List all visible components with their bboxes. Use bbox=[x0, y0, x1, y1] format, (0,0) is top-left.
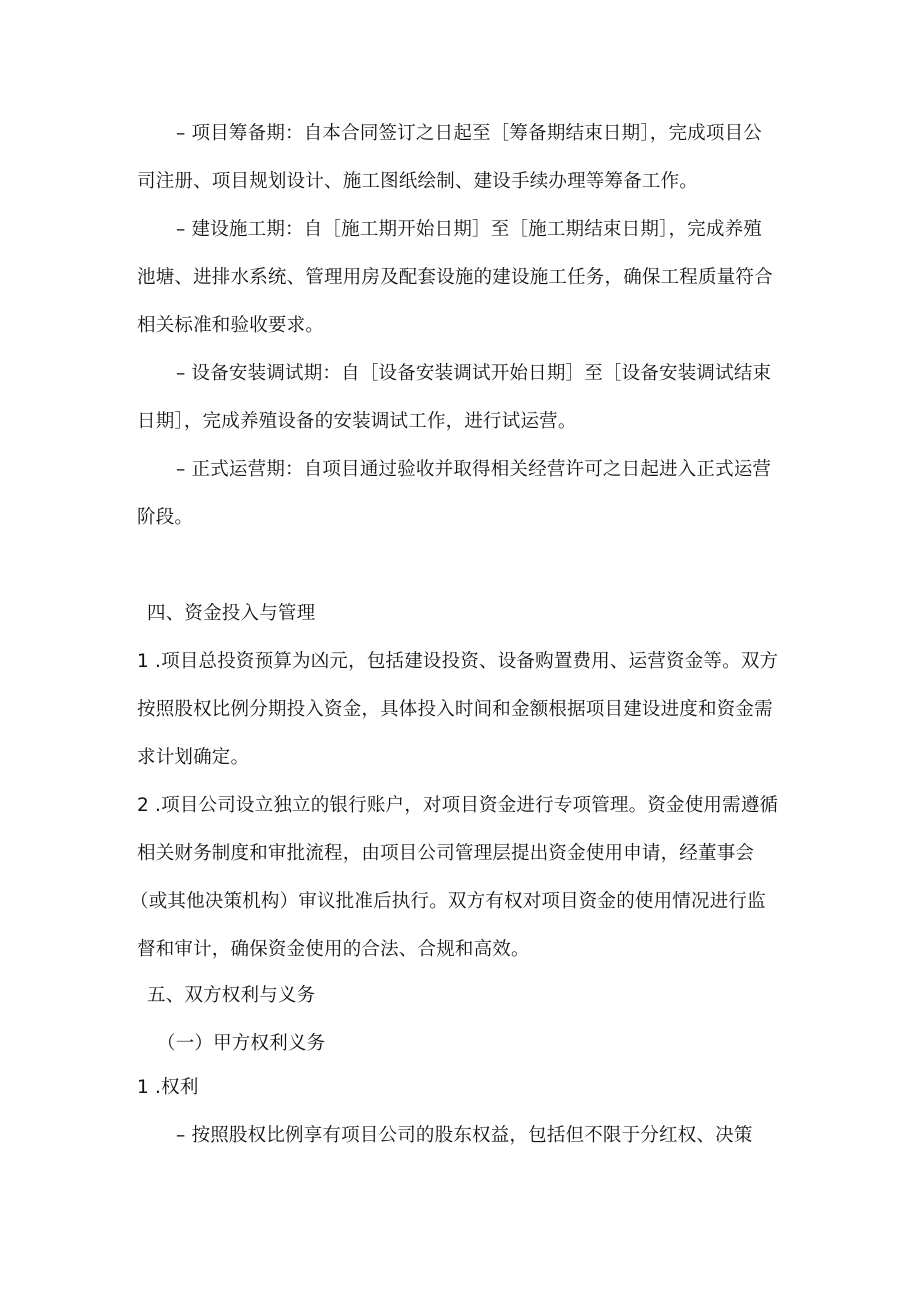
construction-phase-line-3: 相关标准和验收要求。 bbox=[137, 315, 325, 336]
fund-item-1-line-3: 求计划确定。 bbox=[137, 747, 250, 768]
party-a-subheading: （一）甲方权利义务 bbox=[157, 1033, 326, 1054]
prep-phase-line-1: – 项目筹备期：自本合同签订之日起至［筹备期结束日期］，完成项目公 bbox=[176, 123, 762, 144]
fund-item-1-line-1: 1 .项目总投资预算为凶元，包括建设投资、设备购置费用、运营资金等。双方 bbox=[137, 651, 779, 672]
construction-phase-line-2: 池塘、进排水系统、管理用房及配套设施的建设施工任务，确保工程质量符合 bbox=[137, 267, 773, 288]
fund-item-2-line-2: 相关财务制度和审批流程，由项目公司管理层提出资金使用申请，经董事会 bbox=[137, 843, 755, 864]
construction-phase-line-1: – 建设施工期：自［施工期开始日期］至［施工期结束日期］，完成养殖 bbox=[176, 219, 762, 240]
section-four-heading: 四、资金投入与管理 bbox=[147, 603, 316, 624]
equipment-phase-line-1: – 设备安装调试期：自［设备安装调试开始日期］至［设备安装调试结束 bbox=[176, 363, 772, 384]
section-five-heading: 五、双方权利与义务 bbox=[147, 985, 316, 1006]
equipment-phase-line-2: 日期］，完成养殖设备的安装调试工作，进行试运营。 bbox=[137, 411, 577, 432]
fund-item-2-line-4: 督和审计，确保资金使用的合法、合规和高效。 bbox=[137, 939, 530, 960]
operation-phase-line-2: 阶段。 bbox=[137, 507, 194, 528]
operation-phase-line-1: – 正式运营期：自项目通过验收并取得相关经营许可之日起进入正式运营 bbox=[176, 459, 772, 480]
fund-item-1-line-2: 按照股权比例分期投入资金，具体投入时间和金额根据项目建设进度和资金需 bbox=[137, 699, 773, 720]
rights-item-1-line-1: – 按照股权比例享有项目公司的股东权益，包括但不限于分红权、决策 bbox=[176, 1125, 753, 1146]
fund-item-2-line-1: 2 .项目公司设立独立的银行账户，对项目资金进行专项管理。资金使用需遵循 bbox=[137, 795, 779, 816]
fund-item-2-line-3: （或其他决策机构）审议批准后执行。双方有权对项目资金的使用情况进行监 bbox=[130, 891, 766, 912]
rights-heading: 1 .权利 bbox=[137, 1077, 199, 1098]
prep-phase-line-2: 司注册、项目规划设计、施工图纸绘制、建设手续办理等筹备工作。 bbox=[137, 171, 699, 192]
